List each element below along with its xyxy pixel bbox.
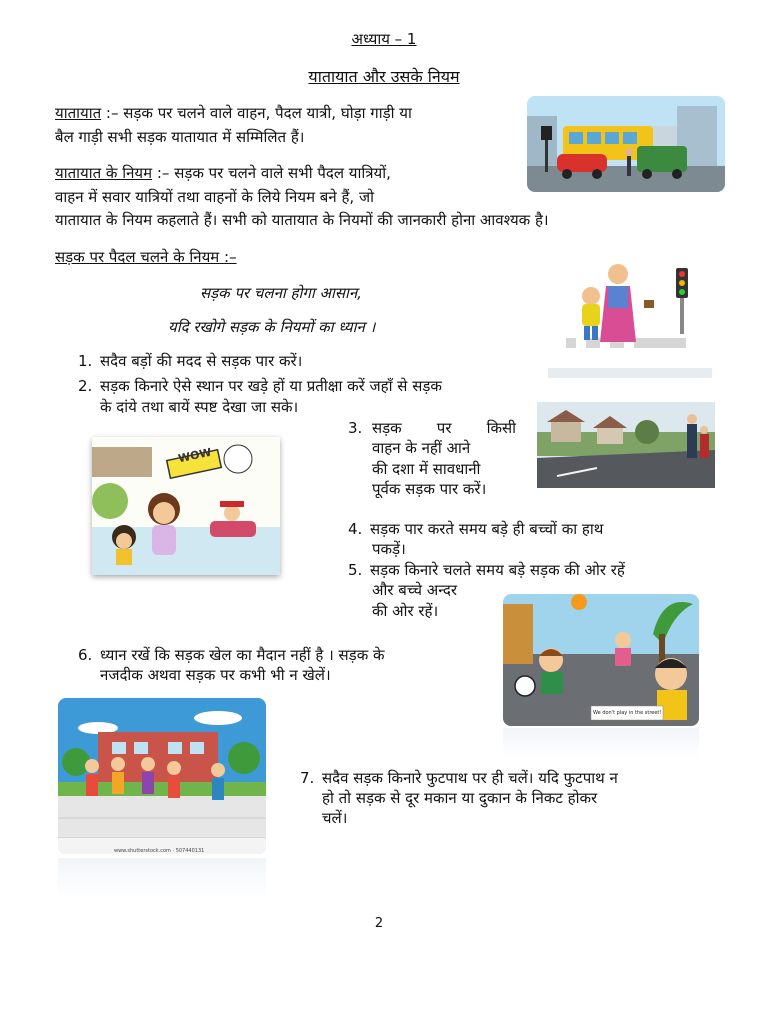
rule-item-3-num: 3. [348,419,363,437]
image-reflection-2 [58,858,266,898]
rule-item-4: 4. सड़क पार करते समय बड़े ही बच्चों का हाथ [348,520,604,538]
page-number: 2 [374,916,384,931]
no-play-caption-text: We don't play in the street! [593,710,662,716]
slogan-line1: सड़क पर चलना होगा आसान, [200,284,362,302]
rule-item-5-cont2: की ओर रहें। [372,602,439,620]
slogan-line2: यदि रखोगे सड़क के नियमों का ध्यान । [168,318,376,336]
traffic-street-illustration [527,96,725,192]
traffic-term: यातायात [55,104,102,122]
roadside-pedestrians-photo [537,402,715,488]
rules-definition-line1: यातायात के नियम :– सड़क पर चलने वाले सभी पैदल यात्रियों, [55,164,391,182]
rules-definition-line3: यातायात के नियम कहलाते हैं। सभी को यातायात के नियमों की जानकारी होना आवश्यक है। [55,211,549,229]
traffic-definition-line1: यातायात :– सड़क पर चलने वाले वाहन, पैदल यात्री, घोड़ा गाड़ी या [55,104,412,122]
rule-item-4-cont: पकड़ें। [372,540,406,558]
rule-item-3-line1: सड़क पर किसी [372,419,516,437]
rules-definition-line2: वाहन में सवार यात्रियों तथा वाहनों के लिये नियम बने हैं, जो [55,188,374,206]
rule-item-3-line4: पूर्वक सड़क पार करें। [372,480,487,498]
traffic-definition-line2: बैल गाड़ी सभी सड़क यातायात में सम्मिलित हैं। [55,128,305,146]
rule-item-7-cont2: चलें। [322,809,348,827]
elder-child-crossing-illustration [556,258,704,354]
rule-item-2-cont: के दांये तथा बायें स्पष्ट देखा जा सके। [100,398,299,416]
rule-item-2: 2. सड़क किनारे ऐसे स्थान पर खड़े हों या प्रतीक्षा करें जहाँ से सड़क [78,377,442,395]
rules-term: यातायात के नियम [55,164,153,182]
rule-item-6-cont: नजदीक अथवा सड़क पर कभी भी न खेलें। [100,666,331,684]
chapter-label: अध्याय – 1 [351,30,417,48]
rule-item-7-cont1: हो तो सड़क से दूर मकान या दुकान के निकट होकर [322,789,598,807]
rule-item-5: 5. सड़क किनारे चलते समय बड़े सड़क की ओर रहें [348,561,625,579]
shutterstock-watermark: www.shutterstock.com · 507440131 [114,848,205,854]
rule-item-6: 6. ध्यान रखें कि सड़क खेल का मैदान नहीं है । सड़क के [78,646,385,664]
rule-item-7: 7. सदैव सड़क किनारे फुटपाथ पर ही चलें। यदि फुटपाथ न [300,769,618,787]
rule-item-5-cont1: और बच्चे अन्दर [372,581,457,599]
school-children-footpath-illustration [58,698,266,854]
rule-item-3-line3: की दशा में सावधानी [372,460,481,478]
rule-item-1: 1. सदैव बड़ों की मदद से सड़क पार करें। [78,352,303,370]
kids-playing-street-cartoon [503,594,699,726]
image-reflection [503,728,699,758]
wow-sign-text: WOW [177,445,213,466]
pedestrian-rules-heading: सड़क पर पैदल चलने के नियम :– [55,248,237,266]
image-caption-strip [548,368,712,378]
page-title: यातायात और उसके नियम [308,67,460,86]
rule-item-3-line2: वाहन के नहीं आने [372,439,471,457]
